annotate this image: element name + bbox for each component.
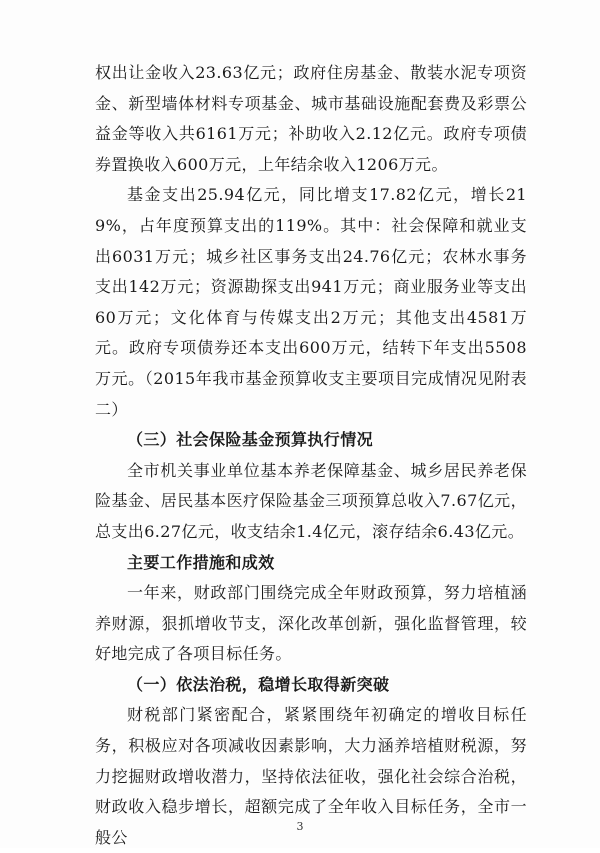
section-heading-social-insurance: （三）社会保险基金预算执行情况 [127,430,374,450]
paragraph-tax-collection: 财税部门紧密配合，紧紧围绕年初确定的增收目标任务，积极应对各项减收因素影响，大力涵养培植财税源，努力挖掘财政增收潜力，坚持依法征收，强化社会综合治税，财政收入稳步增长，超额完成了全年收入目标任务，全市一般公 [95,705,527,847]
document-body [95,58,527,853]
section-heading-main-measures: 主要工作措施和成效 [127,552,275,572]
paragraph-fund-revenue-continued: 权出让金收入23.63亿元；政府住房基金、散装水泥专项资金、新型墙体材料专项基金、城市基础设施配套费及彩票公益金等收入共6161万元；补助收入2.12亿元。政府专项债券置换收入600万元，上年结余收入1206万元。 [95,63,527,174]
section-heading-tax-collection: （一）依法治税，稳增长取得新突破 [127,674,390,694]
page-number: 3 [296,820,304,833]
paragraph-measures-summary: 一年来，财政部门围绕完成全年财政预算，努力培植涵养财源，狠抓增收节支，深化改革创新，强化监督管理，较好地完成了各项目标任务。 [95,583,527,664]
paragraph-fund-expenditure: 基金支出25.94亿元，同比增支17.82亿元，增长219%，占年度预算支出的119%。其中：社会保障和就业支出6031万元；城乡社区事务支出24.76亿元；农林水事务支出142万元；资源勘探支出941万元；商业服务业等支出60万元；文化体育与传媒支出2万元；其他支出4581万元。政府专项债券还本支出600万元，结转下年支出5508万元。（2015年我市基金预算收支主要项目完成情况见附表二） [95,185,527,419]
paragraph-social-insurance: 全市机关事业单位基本养老保障基金、城乡居民养老保险基金、居民基本医疗保险基金三项预算总收入7.67亿元，总支出6.27亿元，收支结余1.4亿元，滚存结余6.43亿元。 [95,460,527,541]
